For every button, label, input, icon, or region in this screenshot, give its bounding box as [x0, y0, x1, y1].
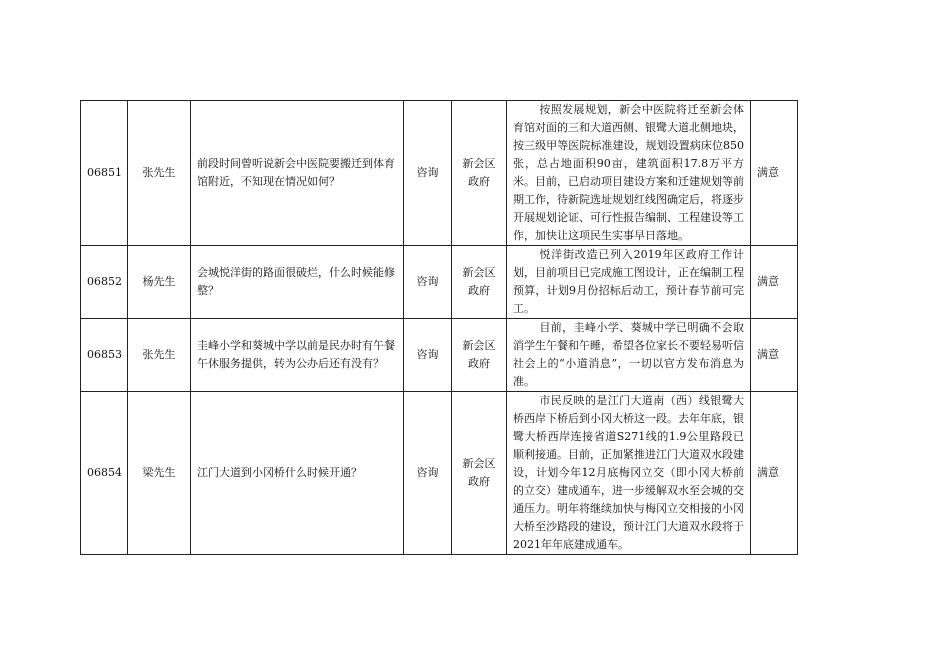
- satisfaction-status: 满意: [751, 392, 798, 555]
- question-text: 圭峰小学和葵城中学以前是民办时有午餐午休服务提供，转为公办后还有没有？: [191, 319, 404, 392]
- requester-name: 杨先生: [128, 246, 191, 319]
- question-text: 前段时间曾听说新会中医院要搬迁到体育馆附近，不知现在情况如何？: [191, 101, 404, 246]
- table-row: [81, 246, 798, 319]
- satisfaction-status: 满意: [751, 101, 798, 246]
- case-id: 06854: [81, 392, 128, 555]
- request-type: 咨询: [404, 246, 452, 319]
- table-row: [81, 392, 798, 555]
- reply-cell: [507, 246, 751, 319]
- handling-department: 新会区政府: [452, 101, 507, 246]
- table-row: [81, 101, 798, 246]
- requester-name: 张先生: [128, 319, 191, 392]
- request-type: 咨询: [404, 101, 452, 246]
- requester-name: 梁先生: [128, 392, 191, 555]
- reply-text: 悦洋街改造已列入2019年区政府工作计划，目前项目已完成施工图设计，正在编制工程预算，计划9月份招标后动工，预计春节前可完工。: [513, 248, 744, 315]
- case-id: 06853: [81, 319, 128, 392]
- requester-name: 张先生: [128, 101, 191, 246]
- reply-cell: [507, 101, 751, 246]
- satisfaction-status: 满意: [751, 246, 798, 319]
- complaints-table: [80, 100, 798, 555]
- handling-department: 新会区政府: [452, 246, 507, 319]
- handling-department: 新会区政府: [452, 319, 507, 392]
- reply-text: 市民反映的是江门大道南（西）线银鹭大桥西岸下桥后到小冈大桥这一段。去年年底，银鹭大桥西岸连接省道S271线的1.9公里路段已顺利接通。目前，正加紧推进江门大道双水段建设，计划今年12月底梅冈立交（即小冈大桥前的立交）建成通车，进一步缓解双水至会城的交通压力。明年将继续加快与梅冈立交相接的小冈大桥至沙路段的建设，预计江门大道双水段将于2021年年底建成通车。: [513, 394, 744, 551]
- request-type: 咨询: [404, 319, 452, 392]
- reply-cell: [507, 392, 751, 555]
- question-text: 会城悦洋街的路面很破烂，什么时候能修整？: [191, 246, 404, 319]
- question-text: 江门大道到小冈桥什么时候开通？: [191, 392, 404, 555]
- request-type: 咨询: [404, 392, 452, 555]
- satisfaction-status: 满意: [751, 319, 798, 392]
- case-id: 06852: [81, 246, 128, 319]
- reply-text: 目前，圭峰小学、葵城中学已明确不会取消学生午餐和午睡，希望各位家长不要轻易听信社会上的“小道消息”，一切以官方发布消息为准。: [513, 321, 744, 388]
- case-id: 06851: [81, 101, 128, 246]
- handling-department: 新会区政府: [452, 392, 507, 555]
- reply-text: 按照发展规划，新会中医院将迁至新会体育馆对面的三和大道西侧、银鹭大道北侧地块，按三级甲等医院标准建设，规划设置病床位850张，总占地面积90亩，建筑面积17.8万平方米。目前，已启动项目建设方案和迁建规划等前期工作，待新院选址规划红线图确定后，将逐步开展规划论证、可行性报告编制、工程建设等工作，加快让这项民生实事早日落地。: [513, 103, 744, 242]
- table-row: [81, 319, 798, 392]
- reply-cell: [507, 319, 751, 392]
